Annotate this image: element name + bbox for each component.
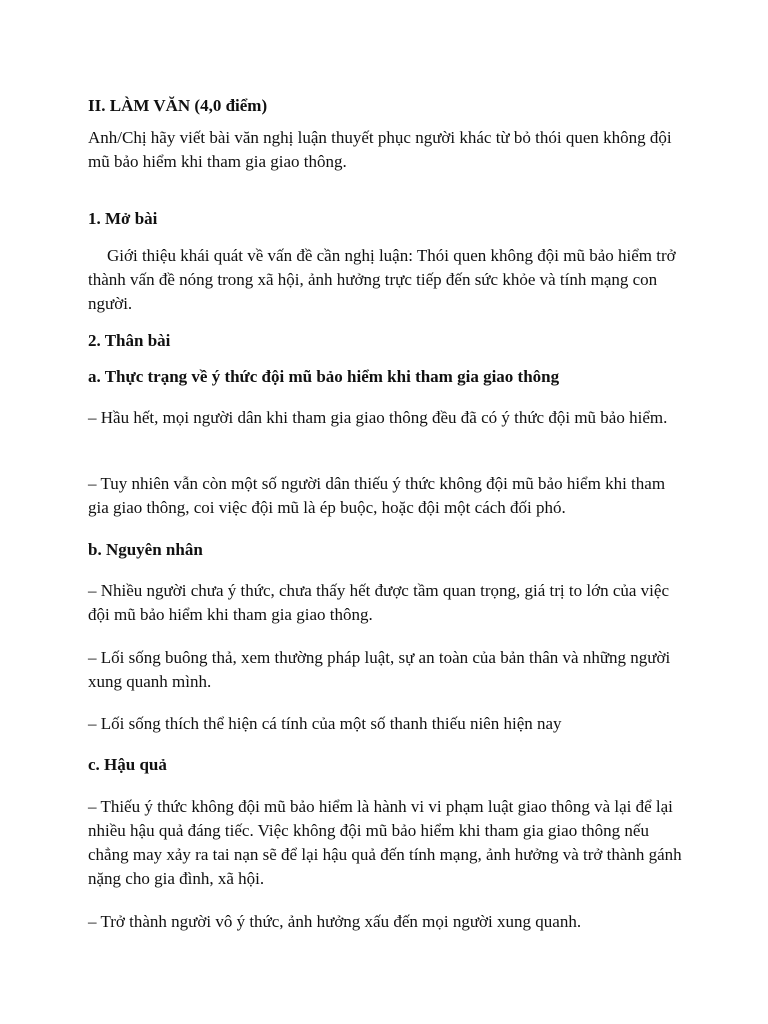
sub-c-heading: c. Hậu quả bbox=[88, 755, 167, 774]
sub-a-heading: a. Thực trạng về ý thức đội mũ bảo hiểm khi tham gia giao thông bbox=[88, 367, 560, 386]
sub-c-item: – Trở thành người vô ý thức, ảnh hưởng xấu đến mọi người xung quanh. bbox=[88, 912, 582, 931]
sub-b-item: – Nhiều người chưa ý thức, chưa thấy hết được tầm quan trọng, giá trị to lớn của việc đội mũ bảo hiểm khi tham gia giao thông. bbox=[88, 581, 669, 624]
sub-b-heading: b. Nguyên nhân bbox=[88, 540, 203, 559]
sub-b-item: – Lối sống buông thả, xem thường pháp luật, sự an toàn của bản thân và những người xung quanh mình. bbox=[88, 648, 671, 691]
sub-a-item: – Tuy nhiên vẫn còn một số người dân thiếu ý thức không đội mũ bảo hiểm khi tham gia giao thông, coi việc đội mũ là ép buộc, hoặc đội một cách đối phó. bbox=[88, 474, 666, 517]
part1-heading: 1. Mở bài bbox=[88, 209, 158, 228]
sub-a-item: – Hầu hết, mọi người dân khi tham gia giao thông đều đã có ý thức đội mũ bảo hiểm. bbox=[88, 408, 668, 427]
essay-prompt: Anh/Chị hãy viết bài văn nghị luận thuyết phục người khác từ bỏ thói quen không đội mũ bảo hiểm khi tham gia giao thông. bbox=[88, 128, 672, 171]
section-heading: II. LÀM VĂN (4,0 điểm) bbox=[88, 96, 268, 115]
part2-heading: 2. Thân bài bbox=[88, 331, 171, 350]
sub-b-item: – Lối sống thích thể hiện cá tính của một số thanh thiếu niên hiện nay bbox=[88, 714, 562, 733]
sub-c-item: – Thiếu ý thức không đội mũ bảo hiểm là hành vi vi phạm luật giao thông và lại để lại nhiều hậu quả đáng tiếc. Việc không đội mũ bảo hiểm khi tham gia giao thông nếu chẳng may xảy ra tai nạn sẽ để lại hậu quả đến tính mạng, ảnh hưởng và trở thành gánh nặng cho gia đình, xã hội. bbox=[88, 797, 682, 888]
part1-body: Giới thiệu khái quát về vấn đề cần nghị luận: Thói quen không đội mũ bảo hiểm trở thành vấn đề nóng trong xã hội, ảnh hưởng trực tiếp đến sức khỏe và tính mạng con người. bbox=[88, 246, 676, 313]
